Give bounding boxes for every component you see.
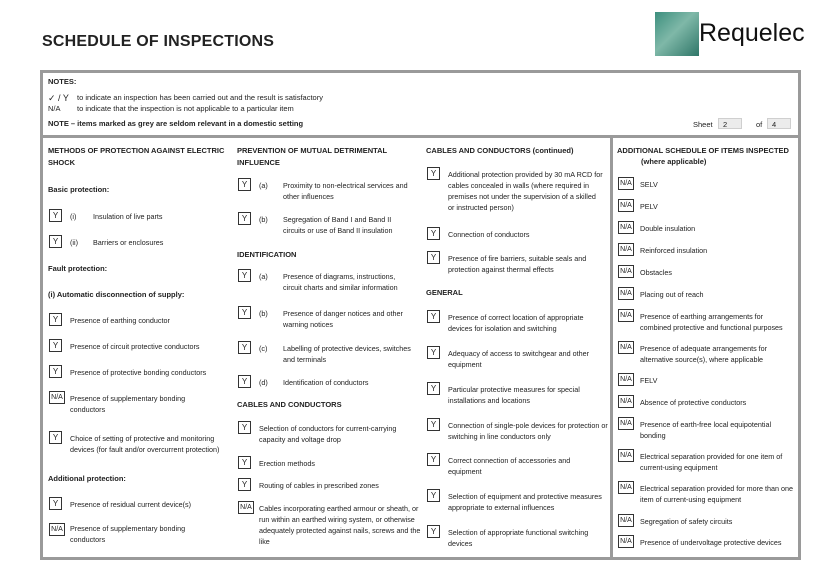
check-box[interactable]: Y xyxy=(238,306,251,319)
check-box[interactable]: Y xyxy=(427,310,440,323)
item-text: Routing of cables in prescribed zones xyxy=(259,481,379,490)
check-box[interactable]: Y xyxy=(49,431,62,444)
item-text: SELV xyxy=(640,180,658,189)
inspection-schedule-frame xyxy=(40,70,801,560)
item-text: Absence of protective conductors xyxy=(640,398,747,407)
item-text: Selection of appropriate functional switching devices xyxy=(448,528,589,548)
auto-disconnect-heading: (i) Automatic disconnection of supply: xyxy=(48,290,185,299)
check-box[interactable]: Y xyxy=(238,212,251,225)
item-text: Identification of conductors xyxy=(283,378,369,387)
item-text: Presence of circuit protective conductors xyxy=(70,342,200,351)
item-text: Correct connection of accessories and equipment xyxy=(448,456,571,476)
item-text: Adequacy of access to switchgear and other equipment xyxy=(448,349,590,369)
item-text: Segregation of safety circuits xyxy=(640,517,733,526)
notes-section xyxy=(43,73,798,138)
item-number: (ii) xyxy=(70,238,78,247)
item-text: Presence of earth-free local equipotential bonding xyxy=(640,420,772,440)
item-text: Cables incorporating earthed armour or sheath, or run within an earthed wiring system, or otherwise adequately protected against nails, screws and the like xyxy=(259,504,421,546)
check-box[interactable]: N/A xyxy=(618,481,634,494)
na-symbol: N/A xyxy=(48,104,61,113)
check-box[interactable]: Y xyxy=(238,421,251,434)
item-text: PELV xyxy=(640,202,658,211)
check-box[interactable]: Y xyxy=(427,346,440,359)
item-text: Obstacles xyxy=(640,268,672,277)
item-text: Presence of danger notices and other warning notices xyxy=(283,309,403,329)
item-text: Placing out of reach xyxy=(640,290,704,299)
item-number: (d) xyxy=(259,378,268,387)
item-text: Barriers or enclosures xyxy=(93,238,164,247)
item-text: Presence of supplementary bonding conductors xyxy=(70,524,186,544)
column-divider xyxy=(610,135,613,560)
note-line-1: to indicate an inspection has been carried out and the result is satisfactory xyxy=(77,93,323,102)
item-text: Presence of supplementary bonding conductors xyxy=(70,394,186,414)
check-box[interactable]: Y xyxy=(427,525,440,538)
item-text: Presence of fire barriers, suitable seals and protection against thermal effects xyxy=(448,254,587,274)
check-box[interactable]: N/A xyxy=(618,199,634,212)
col2-heading: PREVENTION OF MUTUAL DETRIMENTAL INFLUENCE xyxy=(237,146,387,167)
col4-heading: ADDITIONAL SCHEDULE OF ITEMS INSPECTED xyxy=(617,146,789,155)
check-box[interactable]: N/A xyxy=(618,417,634,430)
item-number: (b) xyxy=(259,215,268,224)
item-text: Electrical separation provided for more than one item of current-using equipment xyxy=(640,484,794,504)
check-box[interactable]: N/A xyxy=(618,221,634,234)
check-box[interactable]: Y xyxy=(427,167,440,180)
item-text: Particular protective measures for special installations and locations xyxy=(448,385,580,405)
basic-protection-heading: Basic protection: xyxy=(48,185,110,194)
item-text: Erection methods xyxy=(259,459,315,468)
check-box[interactable]: Y xyxy=(427,453,440,466)
check-box[interactable]: N/A xyxy=(618,535,634,548)
check-box[interactable]: Y xyxy=(427,382,440,395)
item-text: FELV xyxy=(640,376,658,385)
note-grey-items: NOTE – items marked as grey are seldom relevant in a domestic setting xyxy=(48,119,304,128)
check-box[interactable]: N/A xyxy=(618,177,634,190)
item-text: Double insulation xyxy=(640,224,696,233)
sheet-label: Sheet xyxy=(693,120,713,129)
col4-subheading: (where applicable) xyxy=(641,157,707,166)
check-box[interactable]: Y xyxy=(49,339,62,352)
item-text: Connection of conductors xyxy=(448,230,530,239)
check-box[interactable]: Y xyxy=(238,341,251,354)
identification-heading: IDENTIFICATION xyxy=(237,250,297,259)
check-box[interactable]: N/A xyxy=(618,309,634,322)
requelec-logo xyxy=(655,12,805,56)
check-box[interactable]: Y xyxy=(238,478,251,491)
check-box[interactable]: Y xyxy=(49,365,62,378)
check-box-insulation[interactable]: Y xyxy=(49,209,62,222)
item-number: (b) xyxy=(259,309,268,318)
cables-heading: CABLES AND CONDUCTORS xyxy=(237,400,342,409)
check-box[interactable]: Y xyxy=(427,251,440,264)
item-text: Reinforced insulation xyxy=(640,246,708,255)
fault-protection-heading: Fault protection: xyxy=(48,264,108,273)
col3-heading: CABLES AND CONDUCTORS (continued) xyxy=(426,146,574,155)
check-box[interactable]: N/A xyxy=(49,523,65,536)
note-line-2: to indicate that the inspection is not applicable to a particular item xyxy=(77,104,294,113)
check-box[interactable]: N/A xyxy=(618,243,634,256)
item-text: Presence of undervoltage protective devices xyxy=(640,538,782,547)
total-sheets-field[interactable]: 4 xyxy=(767,118,791,129)
check-box[interactable]: Y xyxy=(427,227,440,240)
tick-symbol: ✓ / Y xyxy=(48,93,69,103)
check-box[interactable]: N/A xyxy=(618,373,634,386)
check-box[interactable]: Y xyxy=(427,489,440,502)
check-box[interactable]: N/A xyxy=(618,395,634,408)
item-text: Presence of earthing conductor xyxy=(70,316,170,325)
col1-heading: METHODS OF PROTECTION AGAINST ELECTRIC SHOCK xyxy=(48,146,225,167)
item-number: (i) xyxy=(70,212,77,221)
check-box-barriers[interactable]: Y xyxy=(49,235,62,248)
item-text: Presence of diagrams, instructions, circuit charts and similar information xyxy=(283,272,398,292)
item-text: Choice of setting of protective and monitoring devices (for fault and/or overcurrent protection) xyxy=(70,434,220,454)
check-box[interactable]: N/A xyxy=(618,514,634,527)
of-label: of xyxy=(756,120,763,129)
item-text: Electrical separation provided for one item of current-using equipment xyxy=(640,452,783,472)
check-box[interactable]: N/A xyxy=(238,501,254,514)
notes-heading: NOTES: xyxy=(48,77,77,86)
logo-text: Requelec xyxy=(699,19,805,47)
item-text: Presence of earthing arrangements for combined protective and functional purposes xyxy=(640,312,783,332)
check-box[interactable]: Y xyxy=(238,375,251,388)
item-text: Presence of adequate arrangements for alternative source(s), where applicable xyxy=(640,344,768,364)
additional-protection-heading: Additional protection: xyxy=(48,474,126,483)
check-box[interactable]: N/A xyxy=(49,391,65,404)
item-text: Presence of residual current device(s) xyxy=(70,500,192,509)
check-box[interactable]: N/A xyxy=(618,265,634,278)
check-box[interactable]: N/A xyxy=(618,341,634,354)
item-text: Presence of protective bonding conductors xyxy=(70,368,207,377)
check-box[interactable]: Y xyxy=(238,269,251,282)
item-text: Labelling of protective devices, switches and terminals xyxy=(283,344,411,364)
sheet-number-field[interactable]: 2 xyxy=(718,118,742,129)
general-heading: GENERAL xyxy=(426,288,463,297)
item-text: Selection of conductors for current-carrying capacity and voltage drop xyxy=(259,424,397,444)
item-text: Proximity to non-electrical services and other influences xyxy=(283,181,408,201)
check-box[interactable]: N/A xyxy=(618,449,634,462)
item-number: (a) xyxy=(259,181,268,190)
item-number: (a) xyxy=(259,272,268,281)
item-text: Connection of single-pole devices for protection or switching in line conductors only xyxy=(448,421,608,441)
item-text: Segregation of Band I and Band II circuits or use of Band II insulation xyxy=(283,215,393,235)
check-box[interactable]: N/A xyxy=(618,287,634,300)
item-number: (c) xyxy=(259,344,268,353)
item-text: Selection of equipment and protective measures appropriate to external influences xyxy=(448,492,602,512)
item-text: Presence of correct location of appropriate devices for isolation and switching xyxy=(448,313,584,333)
check-box[interactable]: Y xyxy=(238,178,251,191)
page-title: SCHEDULE OF INSPECTIONS xyxy=(42,33,275,50)
item-text: Insulation of live parts xyxy=(93,212,163,221)
check-box[interactable]: Y xyxy=(427,418,440,431)
logo-mark-icon xyxy=(655,12,699,56)
check-box[interactable]: Y xyxy=(49,497,62,510)
check-box[interactable]: Y xyxy=(238,456,251,469)
item-text: Additional protection provided by 30 mA RCD for cables concealed in walls (where required in premises not under the supervision of a skilled or instructed person) xyxy=(448,170,603,212)
check-box[interactable]: Y xyxy=(49,313,62,326)
